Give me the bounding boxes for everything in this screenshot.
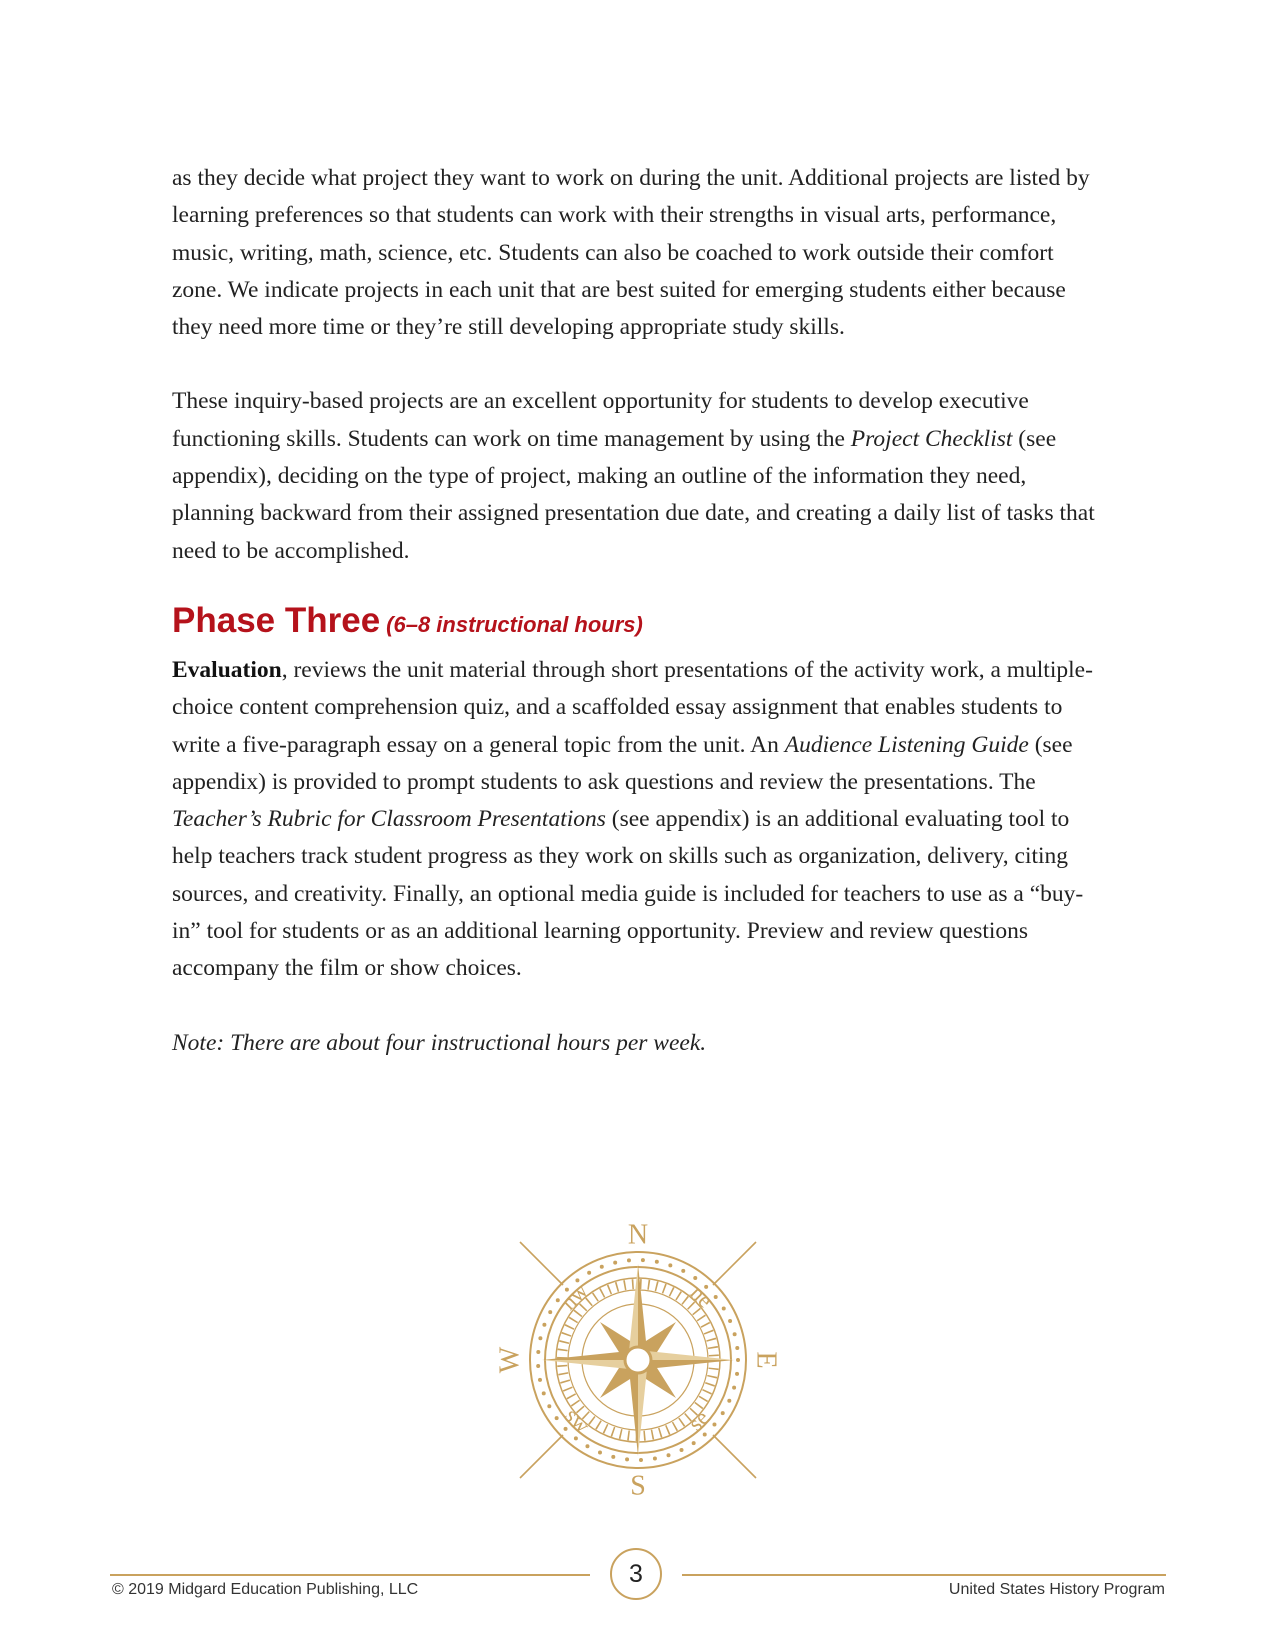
paragraph-evaluation	[172, 652, 1107, 988]
phase-three-heading	[172, 598, 1107, 648]
footer-copyright: © 2019 Midgard Education Publishing, LLC	[112, 1581, 419, 1598]
compass-south-label: S	[630, 1470, 646, 1502]
paragraph-evaluation-text-a: , reviews the unit material through short presentations of the activity work, a multiple-choice content comprehension quiz, and a scaffolded essay assignment that enables students to write a five-paragraph essay on a general topic from the unit. An	[172, 656, 1093, 758]
paragraph-inquiry-text-a: These inquiry-based projects are an excellent opportunity for students to develop executive functioning skills. Students can work on time management by using the	[172, 388, 1029, 452]
evaluation-term: Evaluation	[172, 656, 282, 683]
teachers-rubric-title: Teacher’s Rubric for Classroom Presentations	[172, 806, 606, 833]
compass-east-label: E	[750, 1351, 782, 1369]
paragraph-inquiry	[172, 383, 1107, 569]
page-number: 3	[610, 1548, 662, 1600]
instructional-hours-note: Note: There are about four instructional hours per week.	[172, 1029, 707, 1056]
footer-divider-right	[682, 1574, 1166, 1576]
compass-se-label: se	[682, 1404, 714, 1436]
phase-three-hours: (6–8 instructional hours)	[386, 611, 643, 637]
paragraph-projects	[172, 160, 1107, 346]
audience-listening-guide-title: Audience Listening Guide	[784, 731, 1029, 758]
page-content	[172, 160, 1107, 1062]
compass-nw-label: nw	[555, 1277, 593, 1315]
project-checklist-title: Project Checklist	[850, 425, 1013, 452]
compass-ne-label: ne	[685, 1280, 718, 1313]
compass-north-label: N	[627, 1219, 649, 1251]
footer-program-name: United States History Program	[948, 1581, 1165, 1598]
paragraph-projects-text: as they decide what project they want to work on during the unit. Additional projects are listed by learning preferences so that students can work with their strengths in visual arts, performance, music, writing, math, science, etc. Students can also be coached to work outside their comfort zone. We indicate projects in each unit that are best suited for emerging students either because they need more time or they’re still developing appropriate study skills.	[172, 165, 1090, 341]
compass-sw-label: sw	[560, 1402, 596, 1438]
compass-west-label: W	[494, 1346, 526, 1374]
paragraph-evaluation-text-c: (see appendix) is an additional evaluating tool to help teachers track student progress as they work on skills such as organization, delivery, citing sources, and creativity. Finally, an optional media guide is included for teachers to use as a “buy-in” tool for students or as an additional learning opportunity. Preview and review questions accompany the film or show choices.	[172, 806, 1084, 982]
compass-rose-icon	[488, 1205, 788, 1515]
phase-three-title: Phase Three	[172, 600, 381, 640]
paragraph-inquiry-text-b: (see appendix), deciding on the type of project, making an outline of the information they need, planning backward from their assigned presentation due date, and creating a daily list of tasks that need to be accomplished.	[172, 425, 1095, 564]
footer-divider-left	[110, 1574, 590, 1576]
paragraph-evaluation-text-b: (see appendix) is provided to prompt students to ask questions and review the presentations. The	[172, 731, 1073, 795]
